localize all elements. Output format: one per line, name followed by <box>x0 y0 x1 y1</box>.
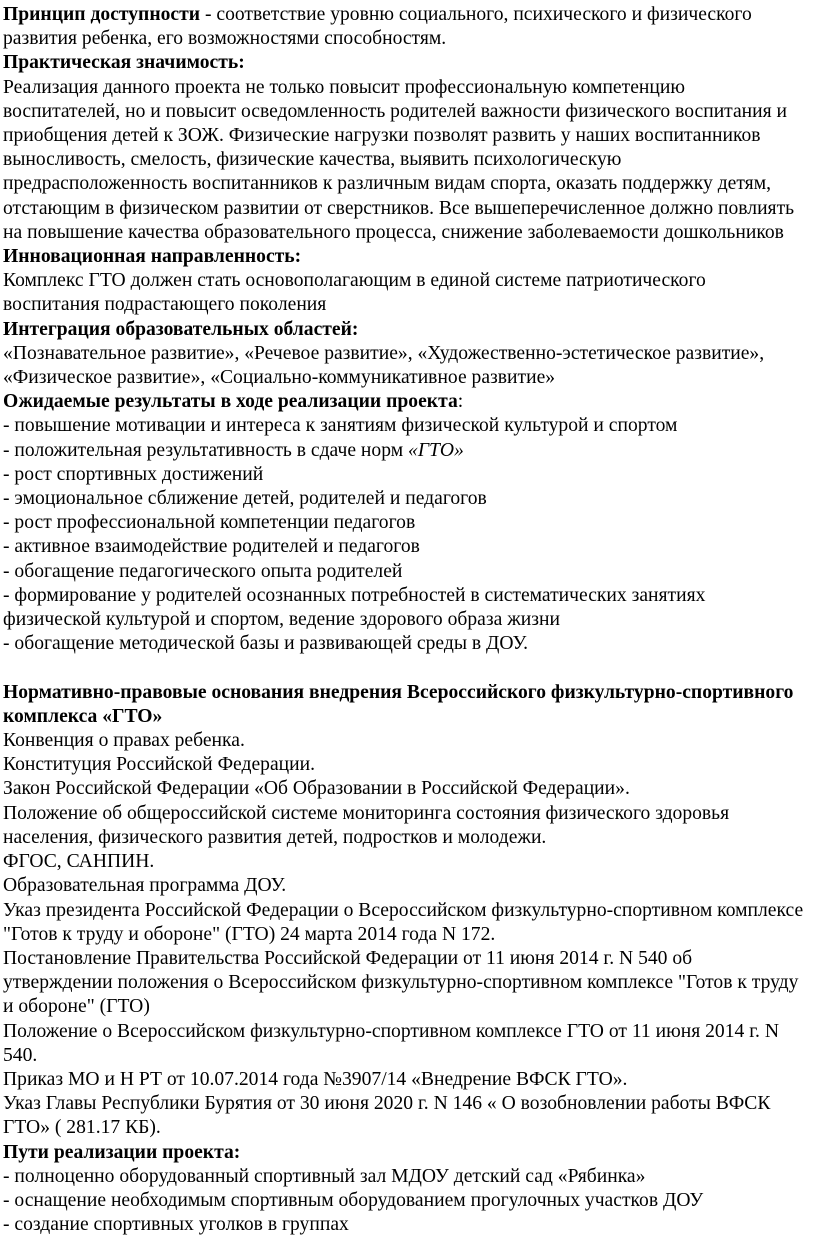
legal-basis-item: Конституция Российской Федерации. <box>3 754 315 776</box>
integration-text: «Познавательное развитие», «Речевое развитие», «Художественно-эстетическое развитие», «Физическое развитие», «Социально-коммуникативное развитие» <box>3 342 765 389</box>
result-item: - рост профессиональной компетенции педагогов <box>3 512 416 534</box>
legal-basis-item: Постановление Правительства Российской Федерации от 11 июня 2014 г. N 540 об утверждении положения о Всероссийском физкультурно-спортивном комплексе "Готов к труду и обороне" (ГТО) <box>3 947 799 1018</box>
access-principle-heading: Принцип доступности <box>3 4 201 25</box>
expected-results-heading: Ожидаемые результаты в ходе реализации проекта <box>3 391 458 413</box>
result-item-emphasis: «ГТО» <box>408 439 464 461</box>
result-item <box>3 439 804 463</box>
legal-basis-item: Конвенция о правах ребенка. <box>3 730 245 752</box>
legal-basis-item: Положение об общероссийской системе мониторинга состояния физического здоровья населения, физического развития детей, подростков и молодежи. <box>3 802 730 848</box>
result-item: - формирование у родителей осознанных потребностей в систематических занятиях физической культурой и спортом, ведение здорового образа жизни <box>3 584 706 631</box>
legal-basis-item: Закон Российской Федерации «Об Образовании в Российской Федерации». <box>3 778 630 800</box>
expected-results-heading-line <box>3 390 804 414</box>
access-principle-paragraph <box>3 3 804 51</box>
legal-basis-item: Образовательная программа ДОУ. <box>3 875 287 897</box>
innovation-heading: Инновационная направленность: <box>3 246 302 268</box>
legal-basis-item: ФГОС, САНПИН. <box>3 851 155 873</box>
result-item: - обогащение педагогического опыта родителей <box>3 560 403 582</box>
result-item: - рост спортивных достижений <box>3 463 264 485</box>
expected-results-colon: : <box>457 391 464 413</box>
legal-basis-item: Указ президента Российской Федерации о Всероссийском физкультурно-спортивном комплексе "Готов к труду и обороне" (ГТО) 24 марта 2014 года N 172. <box>3 899 804 945</box>
practical-significance-heading: Практическая значимость: <box>3 52 245 74</box>
legal-basis-heading: Нормативно-правовые основания внедрения Всероссийского физкультурно-спортивного комплекса «ГТО» <box>3 681 794 727</box>
result-item: - активное взаимодействие родителей и педагогов <box>3 536 420 558</box>
result-item: - эмоциональное сближение детей, родителей и педагогов <box>3 488 487 510</box>
implementation-item: - создание спортивных уголков в группах <box>3 1214 349 1236</box>
implementation-item: - оснащение необходимым спортивным оборудованием прогулочных участков ДОУ <box>3 1189 704 1211</box>
blank-line <box>3 656 804 680</box>
legal-basis-item: Положение о Всероссийском физкультурно-спортивном комплексе ГТО от 11 июня 2014 г. N 540. <box>3 1020 779 1066</box>
innovation-text: Комплекс ГТО должен стать основополагающим в единой системе патриотического воспитания подрастающего поколения <box>3 270 706 316</box>
legal-basis-item: Приказ МО и Н РТ от 10.07.2014 года №3907/14 «Внедрение ВФСК ГТО». <box>3 1068 628 1090</box>
access-principle-text: - соответствие уровню социального, психического и физического развития ребенка, его возможностями способностям. <box>3 4 752 50</box>
result-item-text: - положительная результативность в сдаче норм <box>3 439 409 461</box>
result-item: - повышение мотивации и интереса к занятиям физической культурой и спортом <box>3 415 678 437</box>
legal-basis-item: Указ Главы Республики Бурятия от 30 июня 2020 г. N 146 « О возобновлении работы ВФСК ГТО» ( 281.17 КБ). <box>3 1093 771 1139</box>
implementation-heading: Пути реализации проекта: <box>3 1141 241 1163</box>
practical-significance-text: Реализация данного проекта не только повысит профессиональную компетенцию воспитателей, но и повысит осведомленность родителей важности физического воспитания и приобщения детей к ЗОЖ. Физические нагрузки позволят развить у наших воспитанников выносливость, смелость, физические качества, выявить психологическую предрасположенность воспитанников к различным видам спорта, оказать поддержку детям, отстающим в физическом развитии от сверстников. Все вышеперечисленное должно повлиять на повышение качества образовательного процесса, снижение заболеваемости дошкольников <box>3 76 795 243</box>
implementation-item: - полноценно оборудованный спортивный зал МДОУ детский сад «Рябинка» <box>3 1165 646 1187</box>
integration-heading: Интеграция образовательных областей: <box>3 318 359 340</box>
result-item: - обогащение методической базы и развивающей среды в ДОУ. <box>3 633 529 655</box>
